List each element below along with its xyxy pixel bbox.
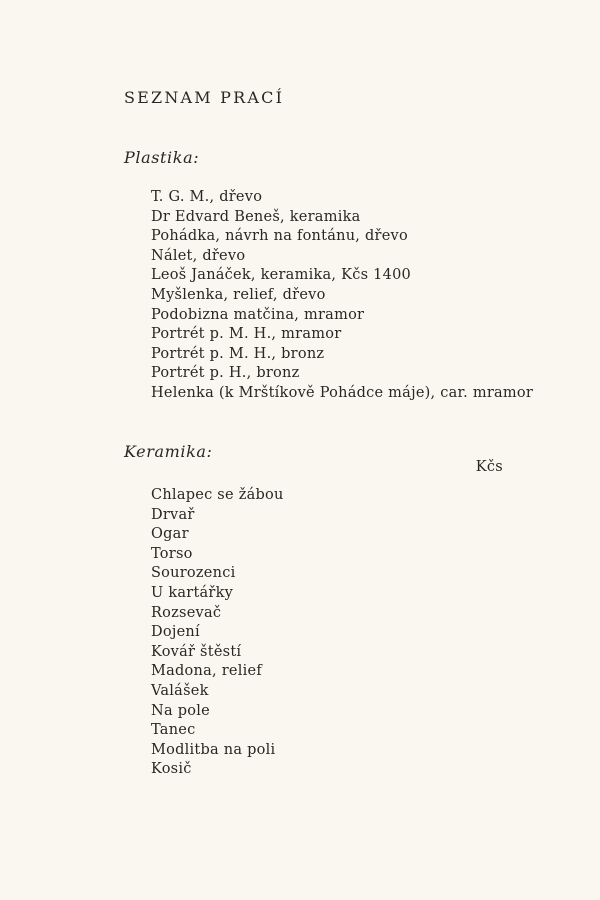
page-title: SEZNAM PRACÍ: [124, 88, 285, 107]
item-title: Portrét p. M. H., mramor: [151, 326, 342, 343]
item-title: Na pole: [151, 702, 210, 719]
item-title: Dojení: [151, 624, 200, 641]
item-title: Valášek: [151, 682, 209, 699]
item-title: Podobizna matčina, mramor: [151, 306, 365, 323]
item-title: Drvař: [151, 506, 195, 523]
section-heading-plastika: Plastika:: [124, 148, 200, 167]
item-title: Tanec: [151, 722, 196, 739]
item-title: Kosič: [151, 761, 192, 778]
item-title: Chlapec se žábou: [151, 487, 284, 503]
item-title: T. G. M., dřevo: [151, 189, 263, 205]
item-title: Dr Edvard Beneš, keramika: [151, 208, 361, 225]
item-title: Rozsevač: [151, 604, 222, 621]
item-title: Leoš Janáček, keramika, Kčs 1400: [151, 267, 412, 284]
item-title: Pohádka, návrh na fontánu, dřevo: [151, 228, 408, 245]
item-title: Ogar: [151, 526, 189, 543]
item-title: Helenka (k Mrštíkově Pohádce máje), car. mramor: [151, 384, 534, 401]
item-title: Myšlenka, relief, dřevo: [151, 286, 326, 303]
item-title: Nálet, dřevo: [151, 247, 246, 264]
item-title: Torso: [151, 545, 193, 562]
item-title: Sourozenci: [151, 565, 236, 582]
item-title: Kovář štěstí: [151, 643, 242, 660]
item-title: Modlitba na poli: [151, 741, 276, 758]
item-title: Portrét p. H., bronz: [151, 365, 300, 382]
item-title: Madona, relief: [151, 663, 262, 680]
item-title: Portrét p. M. H., bronz: [151, 345, 325, 362]
item-title: U kartářky: [151, 584, 234, 601]
section-heading-keramika: Keramika:: [124, 442, 213, 461]
price-column-header: Kčs: [475, 459, 503, 475]
